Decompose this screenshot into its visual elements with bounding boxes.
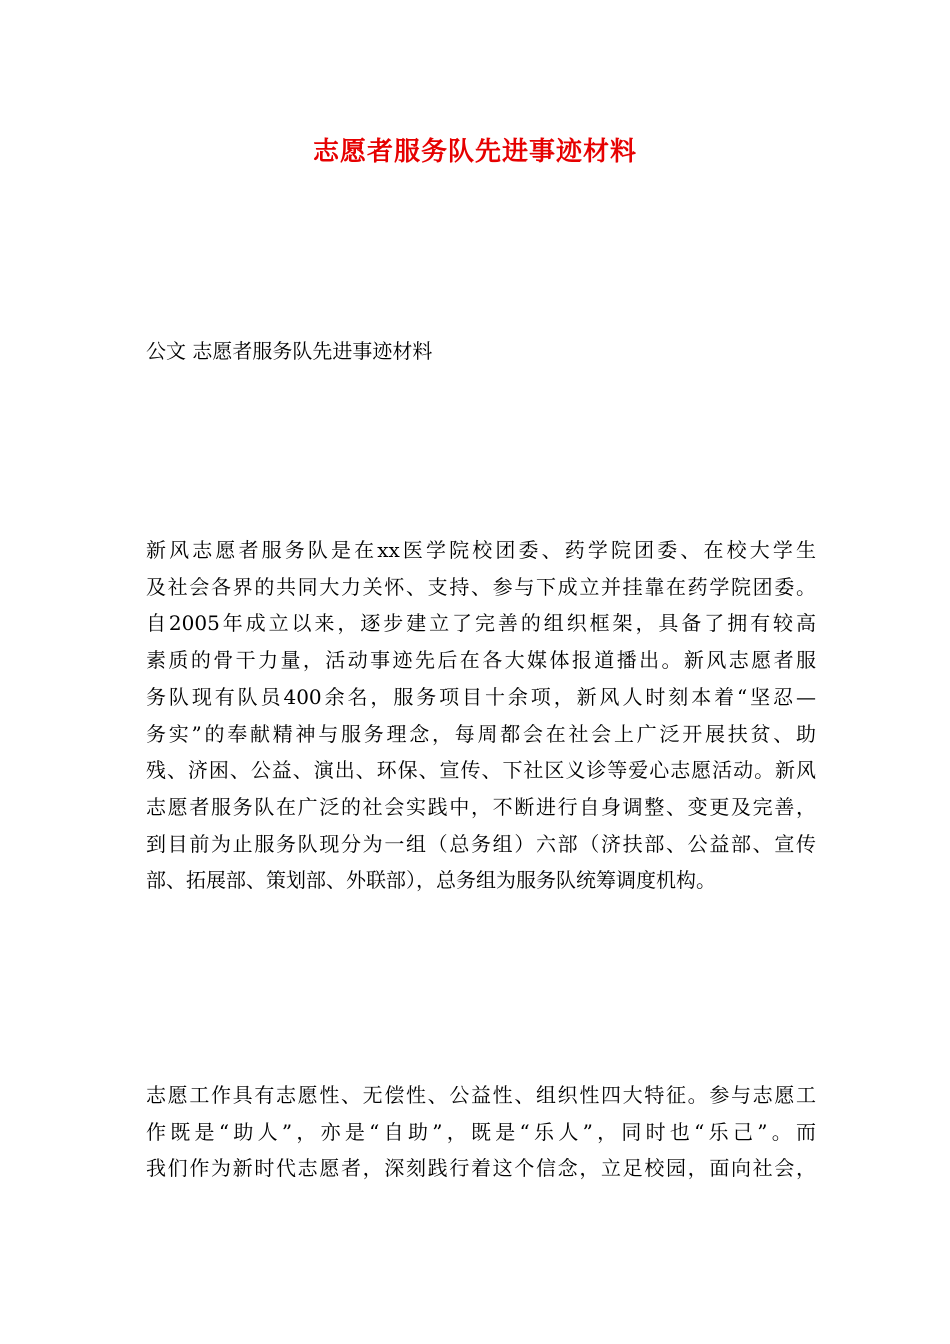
- paragraph-line: 及社会各界的共同大力关怀、支持、参与下成立并挂靠在药学院团委。: [146, 574, 816, 599]
- paragraph-line: 志愿工作具有志愿性、无偿性、公益性、组织性四大特征。参与志愿工: [146, 1083, 816, 1107]
- paragraph-line: 我们作为新时代志愿者，深刻践行着这个信念，立足校园，面向社会，: [146, 1156, 816, 1181]
- paragraph-line: 作既是“助人”，亦是“自助”，既是“乐人”，同时也“乐己”。而: [146, 1119, 816, 1144]
- paragraph-1: [146, 532, 816, 899]
- paragraph-line: 务实”的奉献精神与服务理念，每周都会在社会上广泛开展扶贫、助: [146, 721, 816, 746]
- paragraph-2: [146, 1077, 816, 1187]
- paragraph-line: 新风志愿者服务队是在xx医学院校团委、药学院团委、在校大学生: [146, 538, 816, 562]
- document-subtitle: 公文 志愿者服务队先进事迹材料: [146, 339, 433, 363]
- paragraph-line: 志愿者服务队在广泛的社会实践中，不断进行自身调整、变更及完善，: [146, 794, 816, 819]
- paragraph-line: 务队现有队员400余名，服务项目十余项，新风人时刻本着“坚忍—: [146, 684, 816, 709]
- paragraph-line: 自2005年成立以来，逐步建立了完善的组织框架，具备了拥有较高: [146, 611, 816, 636]
- paragraph-line: 素质的骨干力量，活动事迹先后在各大媒体报道播出。新风志愿者服: [146, 648, 816, 673]
- paragraph-line: 到目前为止服务队现分为一组（总务组）六部（济扶部、公益部、宣传: [146, 831, 816, 856]
- paragraph-line: 残、济困、公益、演出、环保、宣传、下社区义诊等爱心志愿活动。新风: [146, 758, 816, 783]
- paragraph-line: 部、拓展部、策划部、外联部），总务组为服务队统筹调度机构。: [146, 868, 716, 893]
- document-title: 志愿者服务队先进事迹材料: [312, 137, 637, 167]
